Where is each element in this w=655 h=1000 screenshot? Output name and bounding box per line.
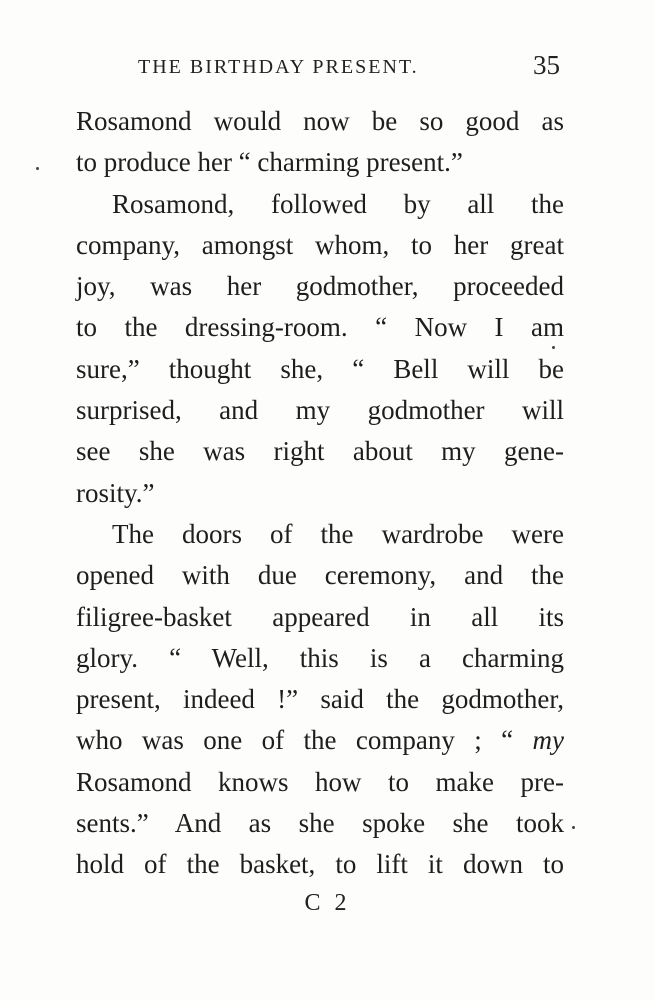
text-line: company, amongst whom, to her great bbox=[76, 229, 564, 260]
ink-speck bbox=[36, 167, 39, 170]
text-line: surprised, and my godmother will bbox=[76, 395, 564, 426]
running-head: THE BIRTHDAY PRESENT. bbox=[138, 56, 419, 78]
text-line: see she was right about my gene- bbox=[76, 436, 564, 467]
page-header bbox=[76, 50, 566, 86]
text-line: Rosamond would now be so good as bbox=[76, 106, 564, 136]
signature-mark: C 2 bbox=[304, 890, 351, 916]
ink-speck bbox=[552, 346, 555, 349]
ink-speck bbox=[572, 826, 575, 829]
text-line: present, indeed !” said the godmother, bbox=[76, 684, 564, 715]
text-line: hold of the basket, to lift it down to bbox=[76, 849, 564, 880]
text-line: Rosamond knows how to make pre- bbox=[76, 766, 564, 797]
text-line: rosity.” bbox=[76, 477, 155, 508]
text-line: to produce her “ charming present.” bbox=[76, 147, 463, 178]
text-line: opened with due ceremony, and the bbox=[76, 560, 564, 591]
text-line: who was one of the company ; “ my bbox=[76, 725, 564, 756]
text-line: joy, was her godmother, proceeded bbox=[76, 271, 564, 302]
emphasis: my bbox=[532, 725, 564, 756]
text-line: filigree-basket appeared in all its bbox=[76, 601, 564, 632]
page-number: 35 bbox=[533, 50, 560, 80]
text-line: sents.” And as she spoke she took bbox=[76, 808, 564, 839]
body-text bbox=[76, 101, 564, 886]
text-line: sure,” thought she, “ Bell will be bbox=[76, 353, 564, 384]
text-line: The doors of the wardrobe were bbox=[112, 518, 564, 549]
text-line: Rosamond, followed by all the bbox=[112, 188, 564, 219]
text-line: to the dressing-room. “ Now I am bbox=[76, 312, 564, 343]
text-line: glory. “ Well, this is a charming bbox=[76, 642, 564, 673]
